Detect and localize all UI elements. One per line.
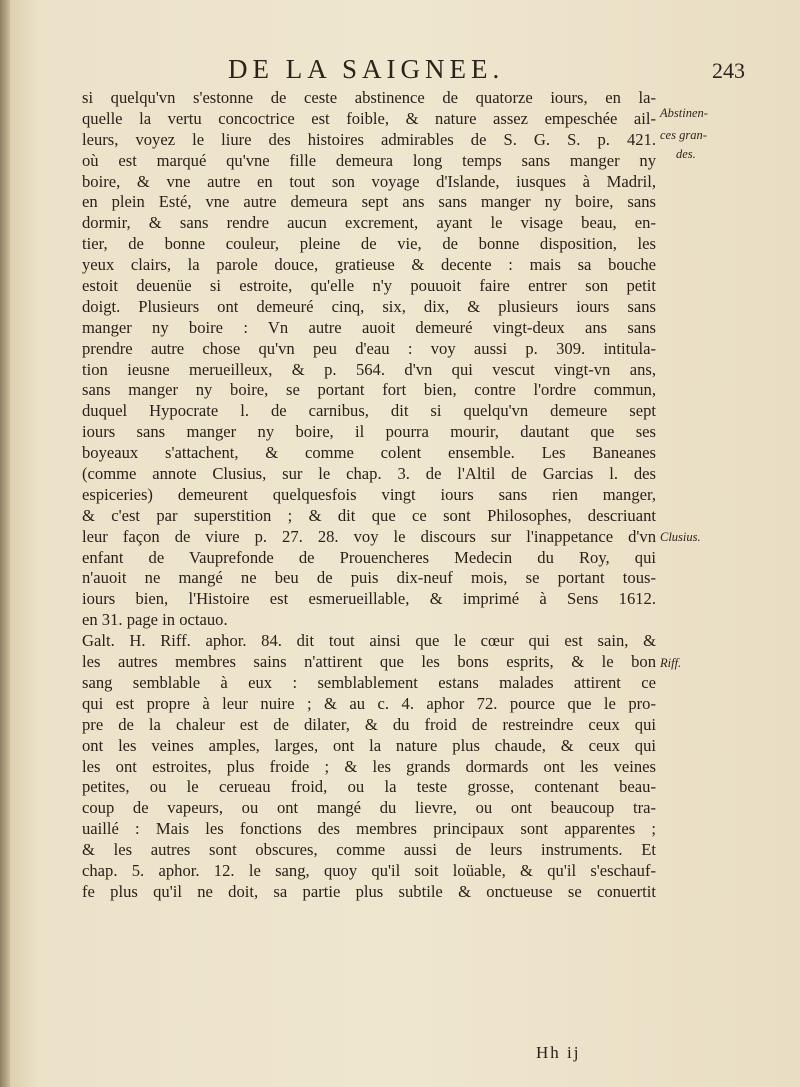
text-line: manger ny boire : Vn autre auoit demeuré vingt-deux ans sans [82,317,656,337]
text-line: & c'est par superstition ; & dit que ce sont Philosophes, descriuant [82,505,656,525]
text-line: qui est propre à leur nuire ; & au c. 4. aphor 72. pource que le pro- [82,693,656,713]
text-line: en 31. page in octauo. [82,610,228,630]
text-line: Galt. H. Riff. aphor. 84. dit tout ainsi que le cœur qui est sain, & [82,631,656,651]
text-line: si quelqu'vn s'estonne de ceste abstinence de quatorze iours, en la- [82,88,656,107]
text-line: coup de vapeurs, ou ont mangé du lievre, ou ont beaucoup tra- [82,798,656,818]
text-line: tier, de bonne couleur, pleine de vie, de bonne disposition, les [82,234,656,254]
text-line: iours sans manger ny boire, il pourra mourir, dautant que ses [82,422,656,442]
text-line: estoit deuenüe si estroite, qu'elle n'y pouuoit faire entrer son petit [82,276,656,296]
text-line: fe plus qu'il ne doit, sa partie plus subtile & onctueuse se conuertit [82,881,656,901]
text-line: espiceries) demeurent quelquesfois vingt iours sans rien manger, [82,484,656,504]
text-line: enfant de Vauprefonde de Prouencheres Medecin du Roy, qui [82,547,656,567]
margin-note-abstinences: Abstinen- [660,106,708,120]
text-line: boyeaux s'attachent, & comme colent ensemble. Les Baneanes [82,443,656,463]
text-line: boire, & vne autre en tout son voyage d'Islande, iusques à Madril, [82,171,656,191]
text-line: iours bien, l'Histoire est esmerueillable, & imprimé à Sens 1612. [82,589,656,609]
binding-gutter [0,0,10,1087]
margin-note-clusius: Clusius. [660,530,701,544]
text-line: doigt. Plusieurs ont demeuré cinq, six, dix, & plusieurs iours sans [82,296,656,316]
text-line: (comme annote Clusius, sur le chap. 3. de l'Altil de Garcias l. des [82,464,656,484]
running-head: DE LA SAIGNEE. [228,54,505,84]
text-line: & les autres sont obscures, comme aussi de leurs instruments. Et [82,840,656,860]
margin-note-riff: Riff. [660,656,682,670]
text-line: prendre autre chose qu'vn peu d'eau : voy aussi p. 309. intitula- [82,338,656,358]
text-line: chap. 5. aphor. 12. le sang, quoy qu'il soit loüable, & qu'il s'eschauf- [82,860,656,880]
text-line: yeux clairs, la parole douce, gratieuse & decente : mais sa bouche [82,255,656,275]
text-line: petites, ou le cerueau froid, ou la teste grosse, contenant beau- [82,777,656,797]
text-line: en plein Esté, vne autre demeura sept ans sans manger ny boire, sans [82,192,656,212]
text-line: n'auoit ne mangé ne beu de puis dix-neuf mois, se portant tous- [82,568,656,588]
text-line: sang semblable à eux : semblablement estans malades attirent ce [82,672,656,692]
text-line: les autres membres sains n'attirent que les bons esprits, & le bon [82,652,656,672]
body-text [82,88,656,903]
margin-note-abstinences-3: des. [676,147,696,161]
text-line: dormir, & sans rendre aucun excrement, ayant le visage beau, en- [82,213,656,233]
text-line: duquel Hypocrate l. de carnibus, dit si quelqu'vn demeure sept [82,401,656,421]
text-line: tion ieusne merueilleux, & p. 564. d'vn qui vescut vingt-vn ans, [82,359,656,379]
signature-mark: Hh ij [536,1043,581,1062]
text-line: les ont estroites, plus froide ; & les grands dormards ont les veines [82,756,656,776]
text-line: leurs, voyez le liure des histoires admirables de S. G. S. p. 421. [82,129,656,149]
text-line: ont les veines amples, larges, ont la nature plus chaude, & ceux qui [82,735,656,755]
text-line: uaillé : Mais les fonctions des membres principaux sont apparentes ; [82,819,656,839]
text-line: quelle la vertu concoctrice est foible, & nature assez empeschée ail- [82,108,656,128]
text-line: pre de la chaleur est de dilater, & du froid de restreindre ceux qui [82,714,656,734]
page-number: 243 [712,58,745,83]
text-line: où est marqué qu'vne fille demeura long temps sans manger ny [82,150,656,170]
text-line: sans manger ny boire, se portant fort bien, contre l'ordre commun, [82,380,656,400]
page-header [0,54,800,88]
text-line: leur façon de viure p. 27. 28. voy le discours sur l'inappetance d'vn [82,526,656,546]
margin-note-abstinences-2: ces gran- [660,128,707,142]
